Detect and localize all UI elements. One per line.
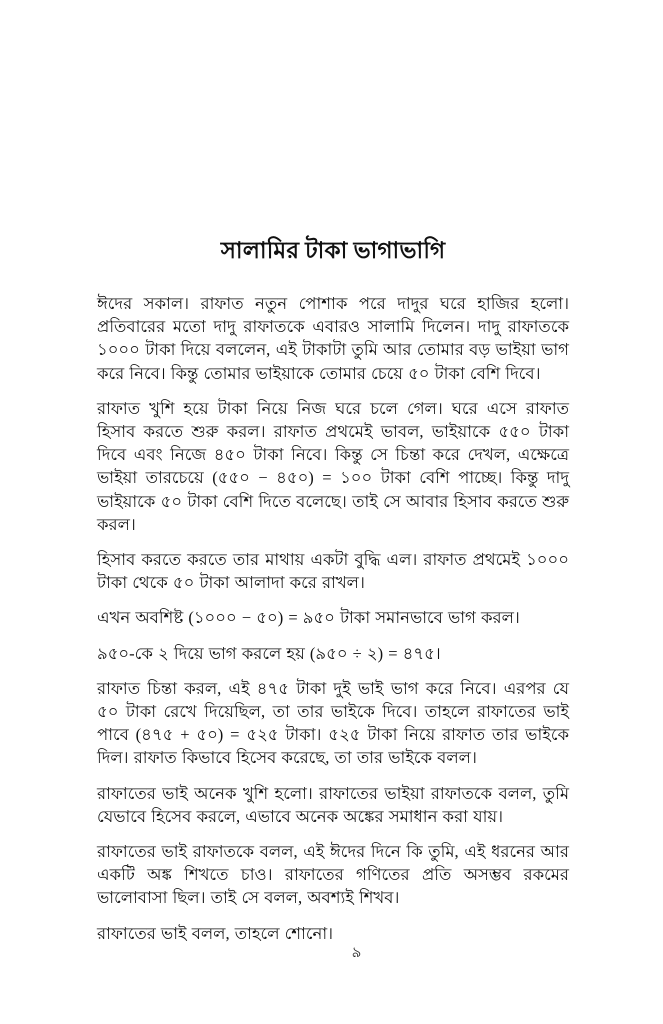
paragraph: হিসাব করতে করতে তার মাথায় একটা বুদ্ধি এল। রাফাত প্রথমেই ১০০০ টাকা থেকে ৫০ টাকা আলাদা করে রাখল। xyxy=(97,550,569,593)
paragraph: রাফাতের ভাই অনেক খুশি হলো। রাফাতের ভাইয়া রাফাতকে বলল, তুমি যেভাবে হিসেব করলে, এভাবে অনেক অঙ্কের সমাধান করা যায়। xyxy=(97,783,569,826)
page-number: ৯ xyxy=(351,945,362,961)
paragraph: এখন অবশিষ্ট (১০০০ − ৫০) = ৯৫০ টাকা সমানভাবে ভাগ করল। xyxy=(97,608,520,628)
paragraph: রাফাতের ভাই রাফাতকে বলল, এই ঈদের দিনে কি তুমি, এই ধরনের আর একটি অঙ্ক শিখতে চাও। রাফাতের গণিতের প্রতি অসম্ভব রকমের ভালোবাসা ছিল। তাই সে বলল, অবশ্যই শিখব। xyxy=(97,842,569,908)
paragraph: ঈদের সকাল। রাফাত নতুন পোশাক পরে দাদুর ঘরে হাজির হলো। প্রতিবারের মতো দাদু রাফাতকে এবারও সালামি দিলেন। দাদু রাফাতকে ১০০০ টাকা দিয়ে বললেন, এই টাকাটা তুমি আর তোমার বড় ভাইয়া ভাগ করে নিবে। কিন্তু তোমার ভাইয়াকে তোমার চেয়ে ৫০ টাকা বেশি দিবে। xyxy=(97,294,569,383)
paragraph: ৯৫০-কে ২ দিয়ে ভাগ করলে হয় (৯৫০ ÷ ২) = ৪৭৫। xyxy=(97,643,441,663)
text-block xyxy=(97,236,569,957)
page-title: সালামির টাকা ভাগাভাগি xyxy=(220,238,446,263)
paragraph: রাফাত খুশি হয়ে টাকা নিয়ে নিজ ঘরে চলে গেল। ঘরে এসে রাফাত হিসাব করতে শুরু করল। রাফাত প্রথমেই ভাবল, ভাইয়াকে ৫৫০ টাকা দিবে এবং নিজে ৪৫০ টাকা নিবে। কিন্তু সে চিন্তা করে দেখল, এক্ষেত্রে ভাইয়া তারচেয়ে (৫৫০ − ৪৫০) = ১০০ টাকা বেশি পাচ্ছে। কিন্তু দাদু ভাইয়াকে ৫০ টাকা বেশি দিতে বলেছে। তাই সে আবার হিসাব করতে শুরু করল। xyxy=(97,398,569,534)
paragraph: রাফাতের ভাই বলল, তাহলে শোনো। xyxy=(97,923,334,943)
paragraph: রাফাত চিন্তা করল, এই ৪৭৫ টাকা দুই ভাই ভাগ করে নিবে। এরপর যে ৫০ টাকা রেখে দিয়েছিল, তা তার ভাইকে দিবে। তাহলে রাফাতের ভাই পাবে (৪৭৫ + ৫০) = ৫২৫ টাকা। ৫২৫ টাকা নিয়ে রাফাত তার ভাইকে দিল। রাফাত কিভাবে হিসেব করেছে, তা তার ভাইকে বলল। xyxy=(97,678,569,768)
